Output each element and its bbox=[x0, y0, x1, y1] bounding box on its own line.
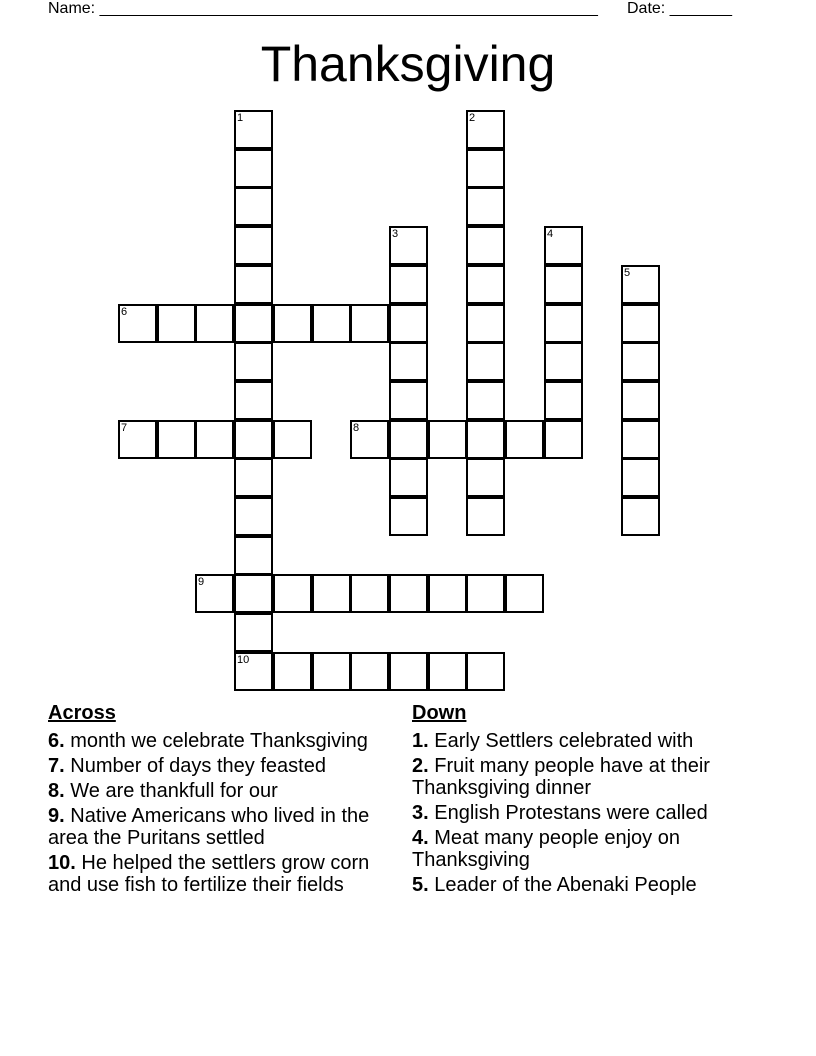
clue-number: 4. bbox=[412, 827, 429, 849]
crossword-cell[interactable] bbox=[505, 420, 544, 459]
crossword-cell[interactable] bbox=[234, 497, 273, 536]
crossword-cell[interactable] bbox=[466, 574, 505, 613]
crossword-cell[interactable] bbox=[389, 226, 428, 265]
clue-across-6 bbox=[48, 730, 388, 752]
crossword-cell[interactable] bbox=[234, 381, 273, 420]
crossword-cell[interactable] bbox=[350, 574, 389, 613]
down-heading: Down bbox=[412, 702, 467, 724]
crossword-cell[interactable] bbox=[234, 420, 273, 459]
clue-number: 10. bbox=[48, 852, 76, 874]
crossword-cell[interactable] bbox=[466, 420, 505, 459]
name-field-line[interactable]: Name: ________________________________________________________ bbox=[48, 0, 598, 17]
clue-number: 3. bbox=[412, 802, 429, 824]
crossword-cell[interactable] bbox=[389, 304, 428, 343]
clue-number: 8. bbox=[48, 780, 65, 802]
clue-down-4 bbox=[412, 827, 752, 871]
clue-number: 1. bbox=[412, 730, 429, 752]
crossword-cell[interactable] bbox=[389, 458, 428, 497]
clue-text: month we celebrate Thanksgiving bbox=[70, 730, 368, 752]
crossword-cell[interactable] bbox=[389, 265, 428, 304]
crossword-cell[interactable] bbox=[544, 381, 583, 420]
crossword-cell[interactable] bbox=[312, 574, 351, 613]
clue-text: Leader of the Abenaki People bbox=[434, 874, 697, 896]
crossword-cell[interactable] bbox=[621, 420, 660, 459]
crossword-cell[interactable] bbox=[234, 226, 273, 265]
cell-number: 5 bbox=[624, 267, 631, 279]
crossword-cell[interactable] bbox=[621, 342, 660, 381]
cell-number: 6 bbox=[121, 306, 128, 318]
crossword-cell[interactable] bbox=[466, 187, 505, 226]
crossword-cell[interactable] bbox=[195, 420, 234, 459]
crossword-cell[interactable] bbox=[195, 304, 234, 343]
crossword-cell[interactable] bbox=[389, 497, 428, 536]
crossword-cell[interactable] bbox=[157, 420, 196, 459]
crossword-cell[interactable] bbox=[621, 304, 660, 343]
crossword-cell[interactable] bbox=[234, 458, 273, 497]
down-clues bbox=[412, 702, 752, 899]
crossword-cell[interactable] bbox=[621, 497, 660, 536]
cell-number: 7 bbox=[121, 422, 128, 434]
crossword-cell[interactable] bbox=[466, 226, 505, 265]
crossword-cell[interactable] bbox=[389, 652, 428, 691]
crossword-cell[interactable] bbox=[273, 574, 312, 613]
crossword-cell[interactable] bbox=[544, 304, 583, 343]
page-title: Thanksgiving bbox=[260, 36, 556, 92]
crossword-cell[interactable] bbox=[466, 265, 505, 304]
crossword-cell[interactable] bbox=[466, 149, 505, 188]
clue-text: English Protestans were called bbox=[434, 802, 708, 824]
crossword-cell[interactable] bbox=[312, 304, 351, 343]
crossword-cell[interactable] bbox=[118, 420, 157, 459]
cell-number: 1 bbox=[237, 112, 244, 124]
clue-text: Number of days they feasted bbox=[70, 755, 326, 777]
crossword-cell[interactable] bbox=[466, 652, 505, 691]
crossword-cell[interactable] bbox=[195, 574, 234, 613]
crossword-cell[interactable] bbox=[389, 342, 428, 381]
crossword-cell[interactable] bbox=[389, 381, 428, 420]
crossword-cell[interactable] bbox=[234, 574, 273, 613]
crossword-cell[interactable] bbox=[621, 265, 660, 304]
clue-text: Fruit many people have at their Thanksgiving dinner bbox=[412, 755, 710, 799]
crossword-cell[interactable] bbox=[428, 574, 467, 613]
cell-number: 3 bbox=[392, 228, 399, 240]
cell-number: 2 bbox=[469, 112, 476, 124]
cell-number: 9 bbox=[198, 576, 205, 588]
crossword-cell[interactable] bbox=[118, 304, 157, 343]
crossword-cell[interactable] bbox=[389, 420, 428, 459]
crossword-cell[interactable] bbox=[234, 187, 273, 226]
cell-number: 10 bbox=[237, 654, 250, 666]
crossword-cell[interactable] bbox=[234, 613, 273, 652]
crossword-cell[interactable] bbox=[466, 458, 505, 497]
crossword-cell[interactable] bbox=[157, 304, 196, 343]
crossword-cell[interactable] bbox=[428, 420, 467, 459]
clue-number: 7. bbox=[48, 755, 65, 777]
crossword-cell[interactable] bbox=[428, 652, 467, 691]
crossword-cell[interactable] bbox=[234, 110, 273, 149]
crossword-cell[interactable] bbox=[544, 342, 583, 381]
clue-across-9 bbox=[48, 805, 388, 849]
crossword-cell[interactable] bbox=[466, 342, 505, 381]
cell-number: 8 bbox=[353, 422, 360, 434]
crossword-cell[interactable] bbox=[350, 304, 389, 343]
clue-across-7 bbox=[48, 755, 388, 777]
crossword-cell[interactable] bbox=[273, 304, 312, 343]
clue-number: 6. bbox=[48, 730, 65, 752]
crossword-cell[interactable] bbox=[273, 420, 312, 459]
clue-text: Early Settlers celebrated with bbox=[434, 730, 694, 752]
crossword-cell[interactable] bbox=[621, 458, 660, 497]
crossword-cell[interactable] bbox=[389, 574, 428, 613]
clue-text: Native Americans who lived in the area the Puritans settled bbox=[48, 805, 370, 849]
clue-text: Meat many people enjoy on Thanksgiving bbox=[412, 827, 680, 871]
crossword-cell[interactable] bbox=[234, 342, 273, 381]
crossword-cell[interactable] bbox=[234, 536, 273, 575]
clue-down-5 bbox=[412, 874, 752, 896]
crossword-cell[interactable] bbox=[234, 149, 273, 188]
crossword-cell[interactable] bbox=[234, 265, 273, 304]
across-heading: Across bbox=[48, 702, 116, 724]
crossword-cell[interactable] bbox=[273, 652, 312, 691]
crossword-cell[interactable] bbox=[234, 652, 273, 691]
clue-text: We are thankfull for our bbox=[70, 780, 278, 802]
clue-text: He helped the settlers grow corn and use fish to fertilize their fields bbox=[48, 852, 370, 896]
crossword-cell[interactable] bbox=[466, 381, 505, 420]
crossword-cell[interactable] bbox=[234, 304, 273, 343]
crossword-cell[interactable] bbox=[466, 110, 505, 149]
crossword-cell[interactable] bbox=[621, 381, 660, 420]
clue-number: 9. bbox=[48, 805, 65, 827]
clue-number: 2. bbox=[412, 755, 429, 777]
crossword-cell[interactable] bbox=[466, 497, 505, 536]
clue-number: 5. bbox=[412, 874, 429, 896]
clue-across-10 bbox=[48, 852, 388, 896]
crossword-cell[interactable] bbox=[544, 226, 583, 265]
crossword-cell[interactable] bbox=[466, 304, 505, 343]
crossword-cell[interactable] bbox=[350, 652, 389, 691]
crossword-cell[interactable] bbox=[312, 652, 351, 691]
cell-number: 4 bbox=[547, 228, 554, 240]
clue-down-2 bbox=[412, 755, 752, 799]
crossword-cell[interactable] bbox=[544, 265, 583, 304]
across-clues bbox=[48, 702, 388, 899]
clue-down-3 bbox=[412, 802, 752, 824]
crossword-cell[interactable] bbox=[350, 420, 389, 459]
clue-down-1 bbox=[412, 730, 752, 752]
crossword-cell[interactable] bbox=[544, 420, 583, 459]
date-field-line[interactable]: Date: _______ bbox=[627, 0, 732, 17]
clue-across-8 bbox=[48, 780, 388, 802]
crossword-cell[interactable] bbox=[505, 574, 544, 613]
